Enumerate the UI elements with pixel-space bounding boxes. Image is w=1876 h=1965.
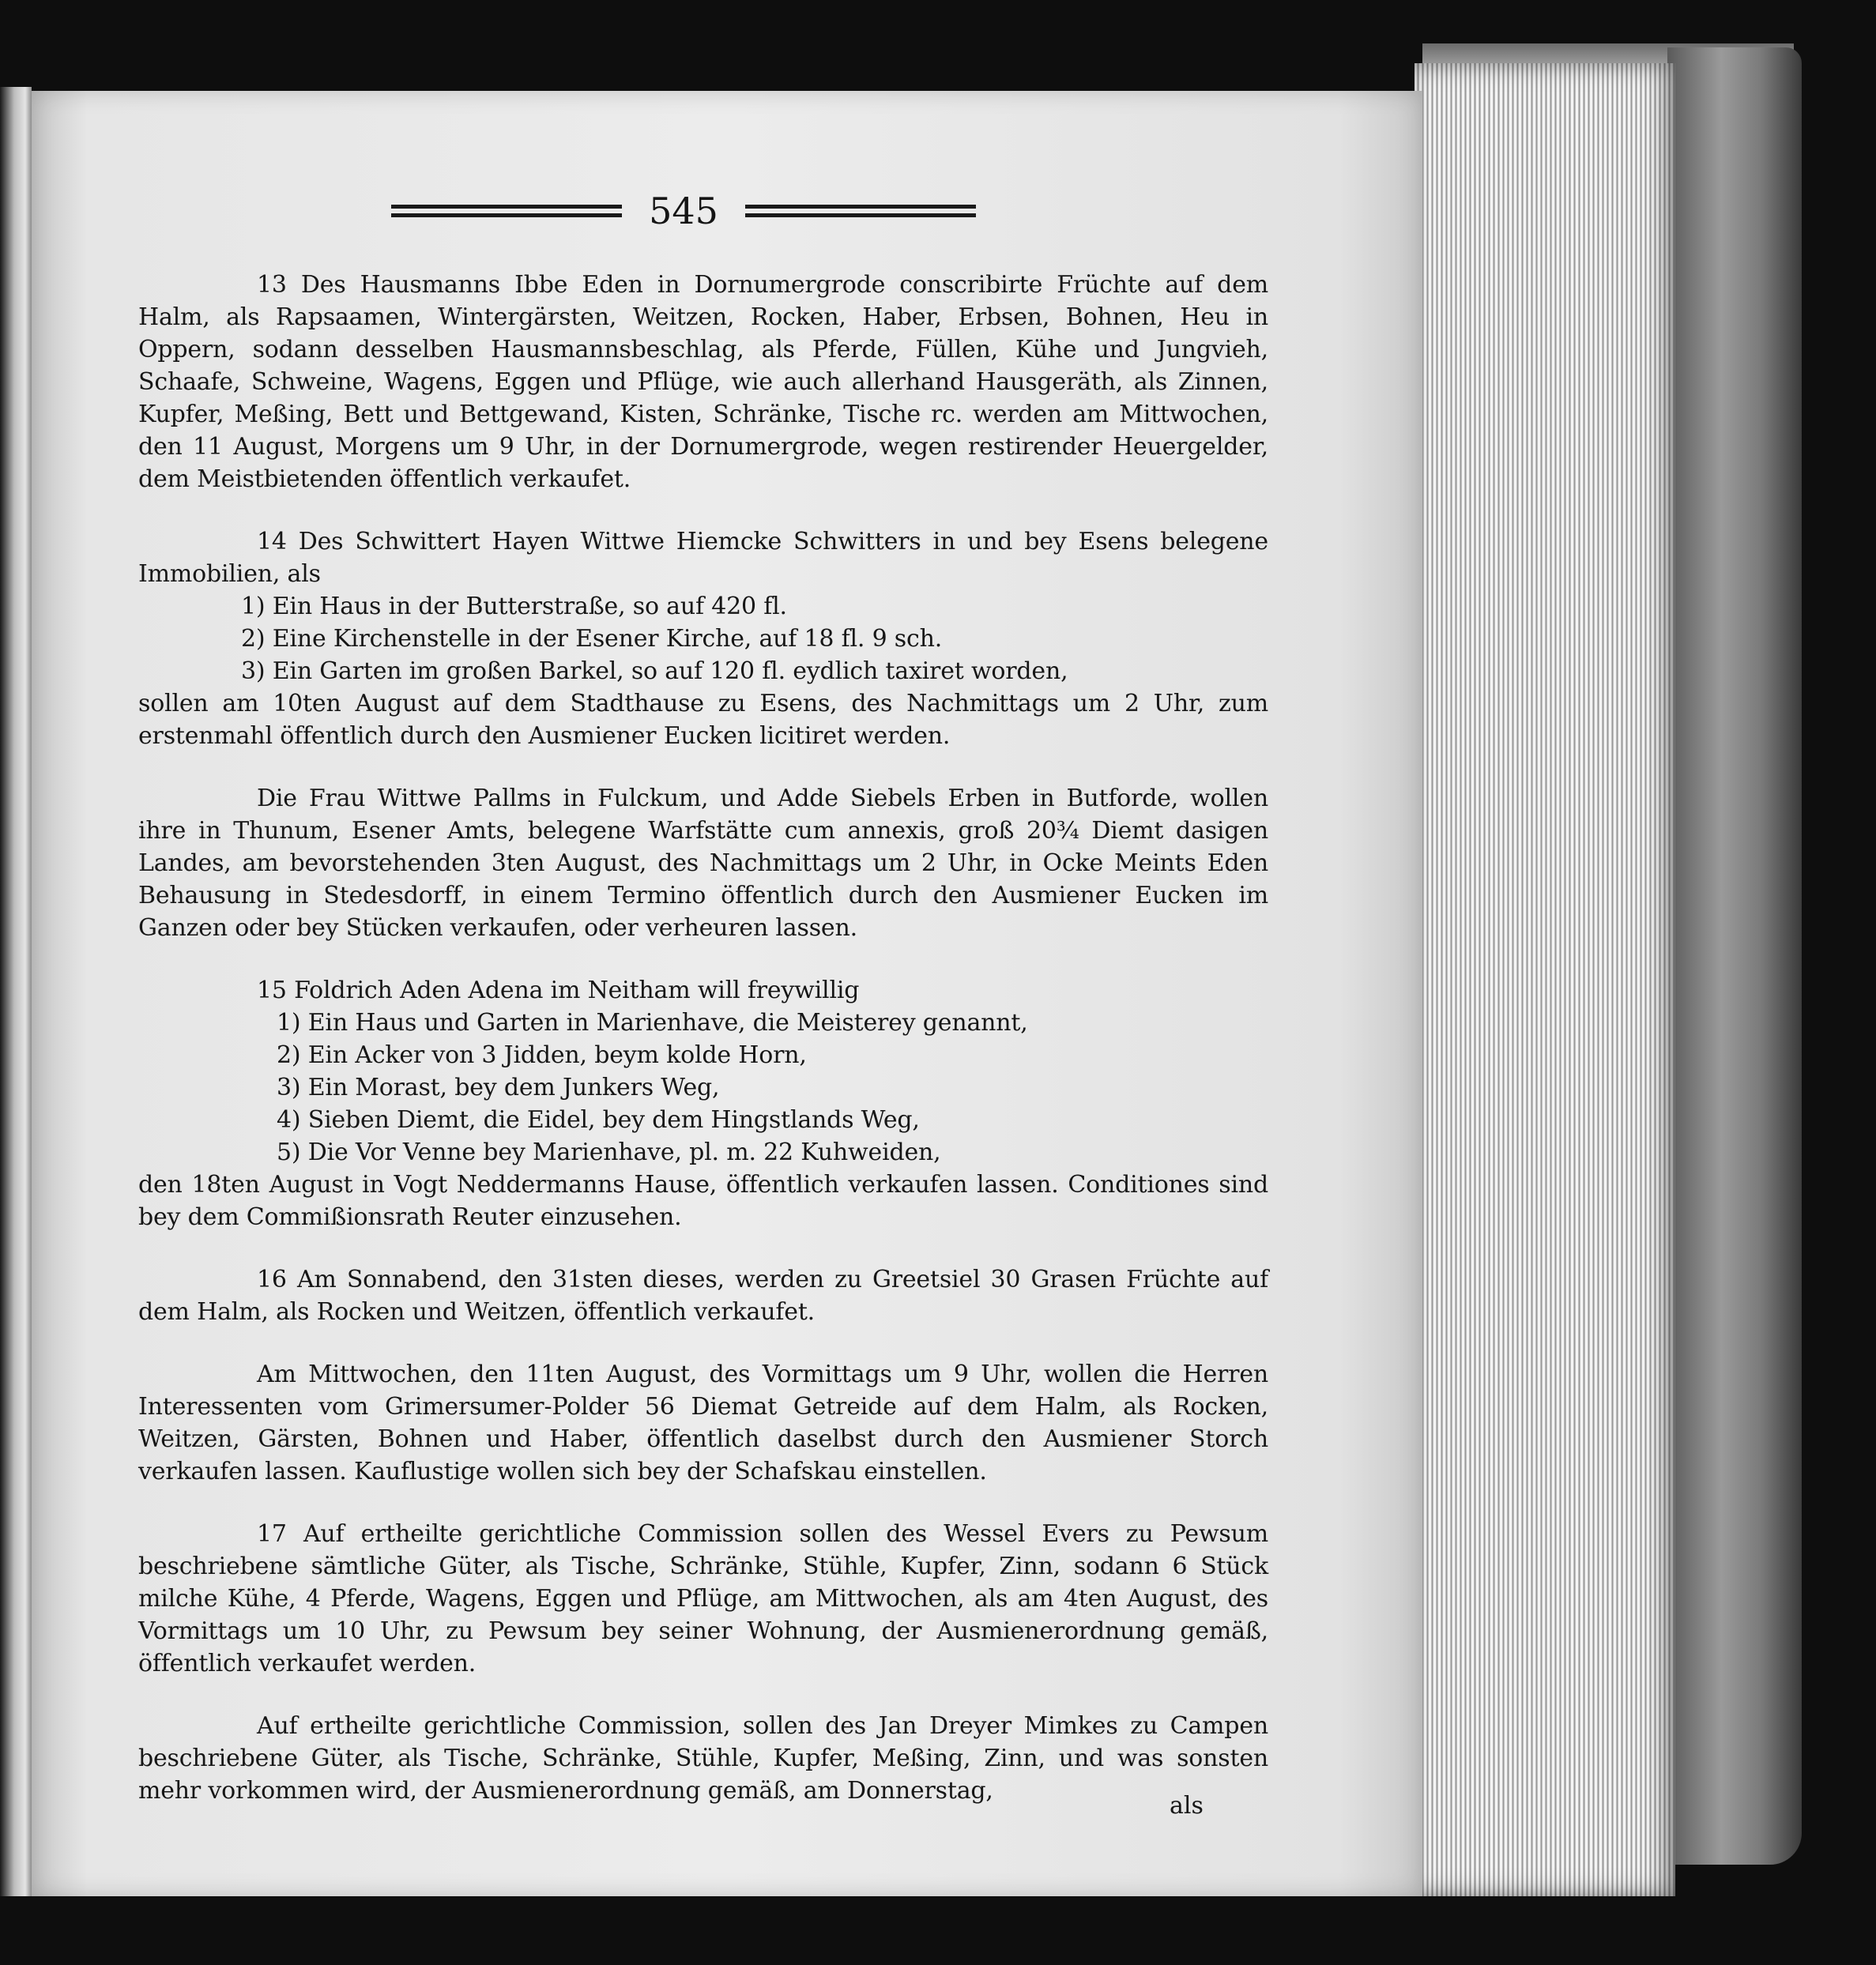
property-list <box>138 1007 1268 1169</box>
list-item: 1) Ein Haus in der Butterstraße, so auf 420 fl. <box>241 593 787 620</box>
notice-17 <box>138 1518 1268 1680</box>
notice-13 <box>138 269 1268 495</box>
notice-text: Auf ertheilte gerichtliche Commission sollen des Wessel Evers zu Pewsum beschriebene sämtliche Güter, als Tische, Schränke, Stühle, Kupfer, Zinn, sodann 6 Stück milche Kühe, 4 Pferde, Wagens, Eggen und Pflüge, am Mittwochen, als am 4ten August, des Vormittags um 10 Uhr, zu Pewsum bey seiner Wohnung, der Ausmienerordnung gemäß, öffentlich verkaufet werden. <box>138 1520 1269 1677</box>
item-number: 17 <box>257 1520 287 1548</box>
notice-text: Die Frau Wittwe Pallms in Fulckum, und Adde Siebels Erben in Butforde, wollen ihre in Thunum, Esener Amts, belegene Warfstätte cum annexis, groß 20¾ Diemt dasigen Landes, am bevorstehenden 3ten August, des Nachmittags um 2 Uhr, in Ocke Meints Eden Behausung in Stedesdorff, in einem Termino öffentlich durch den Ausmiener Eucken im Ganzen oder bey Stücken verkaufen, oder verheuren lassen. <box>138 785 1268 942</box>
list-item: 5) Die Vor Venne bey Marienhave, pl. m. 22 Kuhweiden, <box>277 1139 941 1166</box>
list-item: 2) Ein Acker von 3 Jidden, beym kolde Horn, <box>277 1041 807 1069</box>
notice-text: Auf ertheilte gerichtliche Commission, sollen des Jan Dreyer Mimkes zu Campen beschriebene Güter, als Tische, Schränke, Stühle, Kupfer, Meßing, Zinn, und was sonsten mehr vorkommen wird, der Ausmienerordnung gemäß, am Donnerstag, <box>138 1712 1268 1805</box>
header-rule-left <box>391 205 622 217</box>
item-number: 13 <box>257 271 287 299</box>
item-number: 14 <box>257 528 287 555</box>
book-gutter <box>0 87 32 1896</box>
notice-14 <box>138 525 1268 752</box>
list-item: 3) Ein Morast, bey dem Junkers Weg, <box>277 1074 720 1101</box>
catchword: als <box>1170 1792 1204 1820</box>
notice-text: Am Sonnabend, den 31sten dieses, werden zu Greetsiel 30 Grasen Früchte auf dem Halm, als Rocken und Weitzen, öffentlich verkaufet. <box>138 1266 1268 1326</box>
notice-16 <box>138 1263 1268 1328</box>
property-list <box>138 590 1268 687</box>
book-cover-edge <box>1667 47 1802 1865</box>
notice-mimkes <box>138 1710 1268 1807</box>
page-header <box>391 183 976 239</box>
page-body <box>138 269 1268 1837</box>
list-item: 4) Sieben Diemt, die Eidel, bey dem Hingstlands Weg, <box>277 1106 920 1134</box>
notice-15 <box>138 974 1268 1233</box>
notice-outro: den 18ten August in Vogt Neddermanns Hause, öffentlich verkaufen lassen. Conditiones sind bey dem Commißionsrath Reuter einzusehen. <box>138 1171 1268 1231</box>
notice-outro: sollen am 10ten August auf dem Stadthause zu Esens, des Nachmittags um 2 Uhr, zum erstenmahl öffentlich durch den Ausmiener Eucken licitiret werden. <box>138 690 1268 750</box>
notice-pallms <box>138 782 1268 944</box>
page-block-edges <box>1415 63 1675 1896</box>
notice-intro: Foldrich Aden Adena im Neitham will freywillig <box>294 977 860 1004</box>
list-item: 3) Ein Garten im großen Barkel, so auf 120 fl. eydlich taxiret worden, <box>241 657 1068 685</box>
notice-text: Des Hausmanns Ibbe Eden in Dornumergrode conscribirte Früchte auf dem Halm, als Rapsaamen, Wintergärsten, Weitzen, Rocken, Haber, Erbsen, Bohnen, Heu in Oppern, sodann desselben Hausmannsbeschlag, als Pferde, Füllen, Kühe und Jungvieh, Schaafe, Schweine, Wagens, Eggen und Pflüge, wie auch allerhand Hausgeräth, als Zinnen, Kupfer, Meßing, Bett und Bettgewand, Kisten, Schränke, Tische rc. werden am Mittwochen, den 11 August, Morgens um 9 Uhr, in der Dornumergrode, wegen restirender Heuergelder, dem Meistbietenden öffentlich verkaufet. <box>138 271 1268 493</box>
item-number: 15 <box>257 977 287 1004</box>
item-number: 16 <box>257 1266 287 1293</box>
header-rule-right <box>745 205 976 217</box>
notice-text: Am Mittwochen, den 11ten August, des Vormittags um 9 Uhr, wollen die Herren Interessenten vom Grimersumer-Polder 56 Diemat Getreide auf dem Halm, als Rocken, Weitzen, Gärsten, Bohnen und Haber, öffentlich daselbst durch den Ausmiener Storch verkaufen lassen. Kauflustige wollen sich bey der Schafskau einstellen. <box>138 1361 1268 1485</box>
notice-intro: Des Schwittert Hayen Wittwe Hiemcke Schwitters in und bey Esens belegene Immobilien, als <box>138 528 1268 588</box>
list-item: 1) Ein Haus und Garten in Marienhave, die Meisterey genannt, <box>277 1009 1028 1037</box>
notice-grimersum <box>138 1358 1268 1488</box>
page-number: 545 <box>649 190 718 232</box>
list-item: 2) Eine Kirchenstelle in der Esener Kirche, auf 18 fl. 9 sch. <box>241 625 943 653</box>
